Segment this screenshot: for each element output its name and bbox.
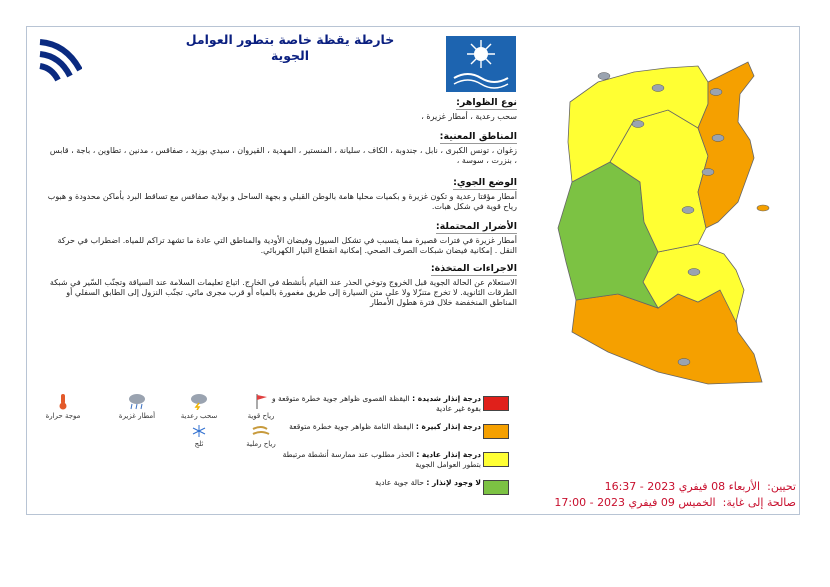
- picto-heat-wave: [36, 392, 90, 420]
- meteo-logo-right: [446, 36, 516, 92]
- snow-icon: [191, 424, 207, 438]
- picto-thunderstorm: [172, 392, 226, 420]
- update-value: الأربعاء 08 فيفري 2023 - 16:37: [604, 480, 761, 493]
- regions-text: زغوان ، تونس الكبرى ، نابل ، جندوبة ، الكاف ، سليانة ، المنستير ، المهدية ، القيروان ، سيدي بوزيد ، صفاقس ، مدنين ، تطاوين ، باجة ، قابس ، بنزرت ، سوسة ،: [49, 146, 517, 165]
- map-cloud-marker: [652, 85, 664, 92]
- section-damages: [47, 222, 517, 256]
- legend-label: لا وجود لإنذار :: [426, 478, 481, 487]
- section-situation: [47, 178, 517, 212]
- validity-line: [554, 496, 796, 509]
- validity-label: صالحة إلى غاية:: [722, 496, 796, 509]
- picto-label: موجة حرارة: [45, 412, 81, 420]
- legend-desc: اليقظة القصوى ظواهر جوية خطرة متوقعة و بقوة غير عادية: [271, 394, 481, 413]
- map-cloud-marker: [678, 359, 690, 366]
- section-actions: [47, 264, 517, 308]
- legend-label: درجة إنذار كبيرة :: [415, 422, 481, 431]
- map-cloud-marker: [632, 121, 644, 128]
- validity-value: الخميس 09 فيفري 2023 - 17:00: [554, 496, 716, 509]
- situation-heading: الوضع الجوي:: [453, 177, 517, 188]
- map-cloud-marker: [710, 89, 722, 96]
- picto-heavy-rain: [110, 392, 164, 420]
- legend-desc: حالة جوية عادية: [375, 478, 424, 487]
- legend-desc: الحذر مطلوب عند ممارسة أنشطة مرتبطة بتطور العوامل الجوية: [282, 450, 481, 469]
- phenomena-text: سحب رعدية ، أمطار غزيرة ،: [421, 112, 517, 121]
- legend-text: [271, 422, 481, 432]
- legend-yellow: [271, 450, 511, 472]
- regions-heading: المناطق المعنية:: [439, 131, 517, 142]
- map-cloud-marker: [712, 135, 724, 142]
- heavy-rain-icon: [127, 392, 147, 410]
- legend-orange: [271, 422, 511, 444]
- picto-label: أمطار غزيرة: [118, 412, 156, 420]
- thunderstorm-icon: [189, 392, 209, 410]
- legend-red: [271, 394, 511, 416]
- picto-label: سحب رعدية: [180, 412, 218, 420]
- kerkennah-island: [757, 205, 769, 211]
- picto-snow: [172, 424, 226, 448]
- legend-label: درجة إنذار شديدة :: [412, 394, 481, 403]
- institute-logo-left: [36, 36, 82, 82]
- damages-text: أمطار غزيرة في فترات قصيرة مما يتسبب في تشكل السيول وفيضان الأودية والمناطق التي عادة ما تشهد تراكم للمياه. اضطراب في حركة النقل . إمكانية فيضان شبكات الصرف الصحي. إمكانية انقطاع التيار الكهربائي.: [57, 236, 517, 255]
- section-phenomena: [47, 98, 517, 122]
- title-line-2: الجوية: [270, 48, 310, 63]
- actions-heading: الاجراءات المتخذة:: [430, 263, 517, 274]
- legend-swatch-yellow: [483, 452, 509, 467]
- map-cloud-marker: [688, 269, 700, 276]
- bulletin-title: [140, 32, 440, 64]
- tunisia-vigilance-map: [548, 32, 798, 390]
- legend-text: [271, 450, 481, 470]
- title-line-1: خارطة يقظة خاصة بتطور العوامل: [185, 32, 395, 47]
- legend-green: [271, 478, 511, 500]
- actions-text: الاستعلام عن الحالة الجوية قبل الخروج وتوخي الحذر عند القيام بأنشطة في الخارج. اتباع تعليمات السلامة عند السياقة وتجنّب السّير في شبكة الطرقات الثانوية. لا تخرج متنزّلا ولا على متن السيارة إلى طريق مغمورة بالمياه أو قرب مجرى مائي. تجنّب النزول إلى الطابق السفلي أو المناطق المنخفضة خلال فترة هطول الأمطار: [49, 278, 517, 307]
- update-line: [605, 480, 796, 493]
- map-cloud-marker: [702, 169, 714, 176]
- picto-label: رياح قوية: [247, 412, 275, 420]
- update-label: تحيين:: [767, 480, 796, 493]
- situation-text: أمطار مؤقتا رعدية و تكون غزيرة و بكميات محليا هامة بالوطن القبلي و بجهة الساحل و بولاية صفاقس مع تساقط البرد بأماكن محدودة و هبوب رياح قوية في شكل هبات.: [47, 192, 517, 211]
- map-cloud-marker: [682, 207, 694, 214]
- strong-wind-icon: [251, 392, 271, 410]
- legend-swatch-red: [483, 396, 509, 411]
- legend-desc: اليقظة التامة ظواهر جوية خطرة متوقعة: [289, 422, 414, 431]
- legend-swatch-orange: [483, 424, 509, 439]
- sand-wind-icon: [251, 424, 271, 438]
- picto-label: رياح رملية: [246, 440, 276, 448]
- heat-wave-icon: [53, 392, 73, 410]
- legend-text: [271, 478, 481, 488]
- map-cloud-marker: [598, 73, 610, 80]
- legend-swatch-green: [483, 480, 509, 495]
- legend-text: [271, 394, 481, 414]
- legend-label: درجة إنذار عادية :: [416, 450, 481, 459]
- section-regions: [47, 132, 517, 166]
- picto-label: ثلج: [194, 440, 204, 448]
- phenomena-heading: نوع الظواهر:: [456, 97, 517, 108]
- damages-heading: الأضرار المحتملة:: [435, 221, 517, 232]
